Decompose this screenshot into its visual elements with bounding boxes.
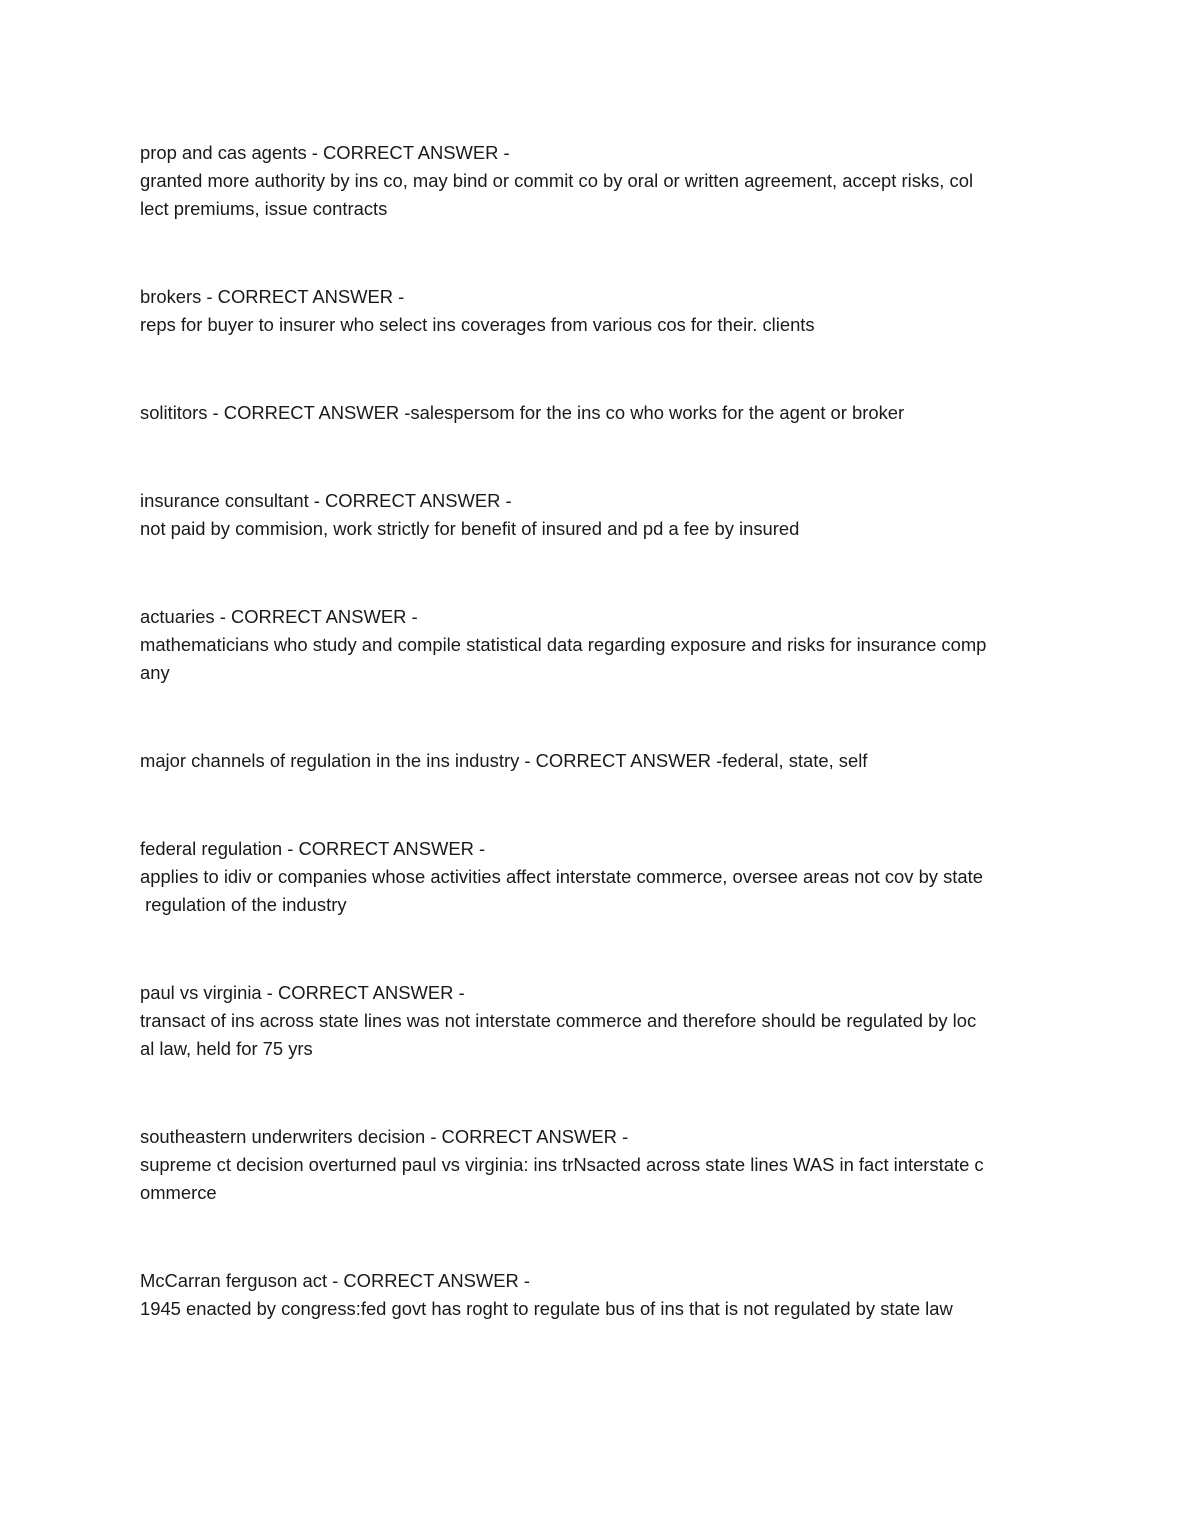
entry-line: transact of ins across state lines was not interstate commerce and therefore should be regulated by loc: [140, 1010, 977, 1031]
flashcard-entry: [140, 283, 1055, 339]
entry-line: applies to idiv or companies whose activities affect interstate commerce, oversee areas not cov by state: [140, 866, 983, 887]
flashcard-entry: [140, 747, 1055, 775]
flashcard-entry: [140, 487, 1055, 543]
entry-line: southeastern underwriters decision - CORRECT ANSWER -: [140, 1126, 629, 1147]
flashcard-entry: [140, 835, 1055, 919]
entry-line: 1945 enacted by congress:fed govt has roght to regulate bus of ins that is not regulated by state law: [140, 1298, 953, 1319]
entry-line: major channels of regulation in the ins industry - CORRECT ANSWER -federal, state, self: [140, 750, 868, 771]
entry-line: actuaries - CORRECT ANSWER -: [140, 606, 418, 627]
entry-line: McCarran ferguson act - CORRECT ANSWER -: [140, 1270, 531, 1291]
flashcard-entry: [140, 399, 1055, 427]
flashcard-entry: [140, 979, 1055, 1063]
entry-line: lect premiums, issue contracts: [140, 198, 388, 219]
entry-line: reps for buyer to insurer who select ins coverages from various cos for their. clients: [140, 314, 815, 335]
flashcard-list: [140, 139, 1055, 1383]
entry-line: granted more authority by ins co, may bind or commit co by oral or written agreement, accept risks, col: [140, 170, 974, 191]
entry-line: mathematicians who study and compile statistical data regarding exposure and risks for insurance comp: [140, 634, 987, 655]
entry-line: brokers - CORRECT ANSWER -: [140, 286, 405, 307]
entry-line: paul vs virginia - CORRECT ANSWER -: [140, 982, 465, 1003]
flashcard-entry: [140, 139, 1055, 223]
entry-line: federal regulation - CORRECT ANSWER -: [140, 838, 486, 859]
entry-line: any: [140, 662, 170, 683]
entry-line: not paid by commision, work strictly for benefit of insured and pd a fee by insured: [140, 518, 800, 539]
flashcard-entry: [140, 1123, 1055, 1207]
entry-line: solititors - CORRECT ANSWER -salespersom for the ins co who works for the agent or broker: [140, 402, 905, 423]
entry-line: ommerce: [140, 1182, 217, 1203]
flashcard-entry: [140, 603, 1055, 687]
entry-line: supreme ct decision overturned paul vs virginia: ins trNsacted across state lines WAS in fact interstate c: [140, 1154, 984, 1175]
entry-line: regulation of the industry: [140, 894, 347, 915]
entry-line: prop and cas agents - CORRECT ANSWER -: [140, 142, 510, 163]
flashcard-entry: [140, 1267, 1055, 1323]
entry-line: al law, held for 75 yrs: [140, 1038, 313, 1059]
entry-line: insurance consultant - CORRECT ANSWER -: [140, 490, 512, 511]
